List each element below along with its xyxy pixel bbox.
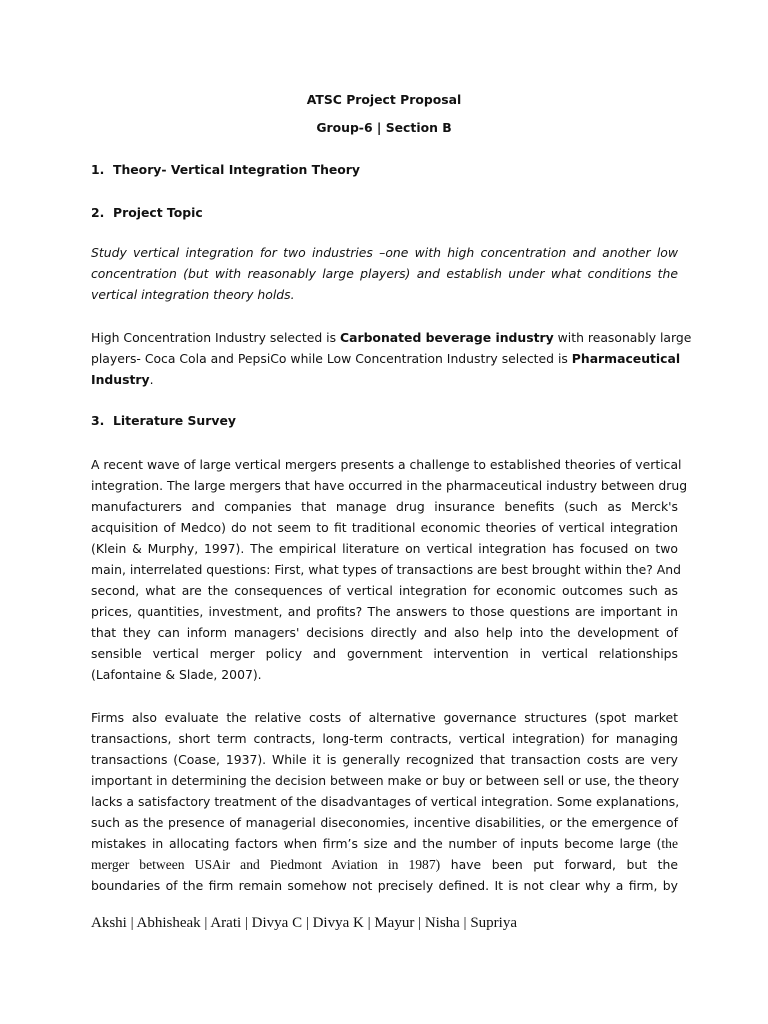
paragraph-line: prices, quantities, investment, and profits? The answers to those questions are important in <box>91 604 678 619</box>
section-number: 2. <box>91 205 105 220</box>
paragraph-line: integration. The large mergers that have occurred in the pharmaceutical industry between drug <box>91 478 688 493</box>
paragraph-line: concentration (but with reasonably large players) and establish under what conditions the <box>91 266 678 281</box>
paragraph-line <box>91 369 678 390</box>
text-run: . <box>149 372 154 387</box>
section-heading-theory <box>91 162 360 178</box>
carbonated-beverage-industry-text: Carbonated beverage industry <box>340 330 554 345</box>
paragraph-line: transactions (Coase, 1937). While it is generally recognized that transaction costs are very <box>91 752 678 767</box>
paragraph-line: sensible vertical merger policy and government intervention in vertical relationships <box>91 646 678 661</box>
text-run: players- Coca Cola and PepsiCo while Low Concentration Industry selected is <box>91 351 572 366</box>
paragraph-line: boundaries of the firm remain somehow not precisely defined. It is not clear why a firm, by <box>91 878 678 893</box>
section-heading-literature-survey <box>91 413 236 429</box>
paragraph-line: such as the presence of managerial diseconomies, incentive disabilities, or the emergence of <box>91 815 678 830</box>
section-title: Literature Survey <box>113 413 236 428</box>
paragraph-line: main, interrelated questions: First, what types of transactions are best brought within the? And <box>91 562 681 577</box>
text-run: mistakes in allocating factors when firm’s size and the number of inputs become large ( <box>91 836 662 851</box>
topic-paragraph <box>91 242 678 305</box>
paragraph-line: that they can inform managers' decisions directly and also help into the development of <box>91 625 678 640</box>
paragraph-line: (Klein & Murphy, 1997). The empirical literature on vertical integration has focused on two <box>91 541 678 556</box>
paragraph-line <box>91 327 692 348</box>
document-title: ATSC Project Proposal <box>306 92 462 107</box>
industry-text: Industry <box>91 372 150 387</box>
literature-paragraph-1 <box>91 454 688 685</box>
paragraph-line: lacks a satisfactory treatment of the disadvantages of vertical integration. Some explanations, <box>91 794 680 809</box>
text-run: have been put forward, but the <box>440 857 678 872</box>
paragraph-line: manufacturers and companies that manage drug insurance benefits (such as Merck's <box>91 499 678 514</box>
paragraph-line: A recent wave of large vertical mergers presents a challenge to established theories of vertical <box>91 457 682 472</box>
section-title: Project Topic <box>113 205 203 220</box>
paragraph-line: Firms also evaluate the relative costs of alternative governance structures (spot market <box>91 710 678 725</box>
paragraph-line: important in determining the decision between make or buy or between sell or use, the theory <box>91 773 680 788</box>
paragraph-line <box>91 854 678 875</box>
paragraph-line: Study vertical integration for two industries –one with high concentration and another low <box>91 245 678 260</box>
paragraph-line: acquisition of Medco) do not seem to fit traditional economic theories of vertical integration <box>91 520 678 535</box>
literature-paragraph-2 <box>91 707 678 896</box>
paragraph-line <box>91 348 681 369</box>
industry-paragraph <box>91 327 692 390</box>
paragraph-line: second, what are the consequences of vertical integration for economic outcomes such as <box>91 583 678 598</box>
text-run-serif: the <box>661 836 678 851</box>
pharmaceutical-text: Pharmaceutical <box>571 351 681 366</box>
section-number: 3. <box>91 413 105 428</box>
paragraph-line: transactions, short term contracts, long-term contracts, vertical integration) for managing <box>91 731 678 746</box>
paragraph-line: vertical integration theory holds. <box>91 287 295 302</box>
section-heading-project-topic <box>91 205 203 221</box>
paragraph-line: (Lafontaine & Slade, 2007). <box>91 667 262 682</box>
document-subtitle: Group-6 | Section B <box>316 120 452 135</box>
footer-group-members: Akshi | Abhisheak | Arati | Divya C | Divya K | Mayur | Nisha | Supriya <box>91 915 517 931</box>
text-run-serif: merger between USAir and Piedmont Aviation in 1987) <box>91 857 441 872</box>
text-run: High Concentration Industry selected is <box>91 330 340 345</box>
paragraph-line <box>91 833 678 854</box>
section-title: Theory- Vertical Integration Theory <box>113 162 360 177</box>
text-run: with reasonably large <box>553 330 692 345</box>
section-number: 1. <box>91 162 105 177</box>
